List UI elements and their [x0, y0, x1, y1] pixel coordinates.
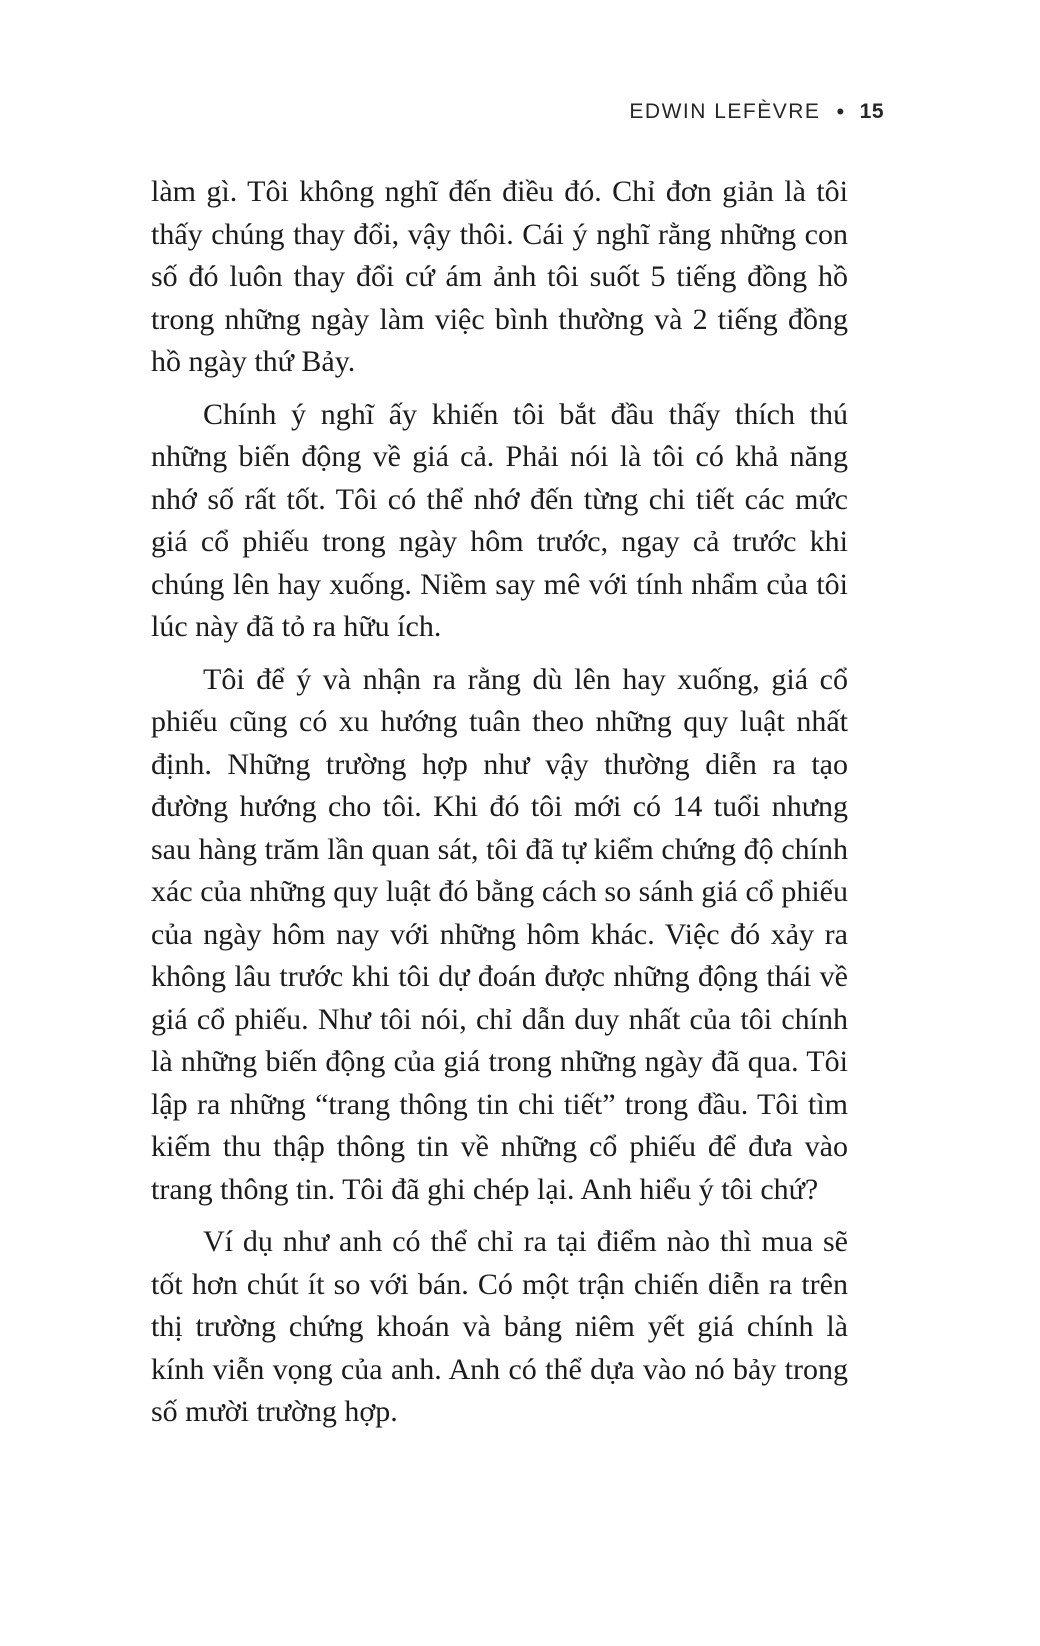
- body-text: [151, 171, 848, 1444]
- paragraph: Chính ý nghĩ ấy khiến tôi bắt đầu thấy thích thú những biến động về giá cả. Phải nói là tôi có khả năng nhớ số rất tốt. Tôi có thể nhớ đến từng chi tiết các mức giá cổ phiếu trong ngày hôm trước, ngay cả trước khi chúng lên hay xuống. Niềm say mê với tính nhẩm của tôi lúc này đã tỏ ra hữu ích.: [151, 397, 848, 643]
- running-header: [629, 100, 884, 124]
- paragraph: Ví dụ như anh có thể chỉ ra tại điểm nào thì mua sẽ tốt hơn chút ít so với bán. Có một trận chiến diễn ra trên thị trường chứng khoán và bảng niêm yết giá chính là kính viễn vọng của anh. Anh có thể dựa vào nó bảy trong số mười trường hợp.: [151, 1225, 848, 1428]
- page-number: 15: [859, 100, 884, 123]
- header-author: EDWIN LEFÈVRE: [629, 100, 821, 123]
- paragraph-continued: làm gì. Tôi không nghĩ đến điều đó. Chỉ đơn giản là tôi thấy chúng thay đổi, vậy thôi. Cái ý nghĩ rằng những con số đó luôn thay đổi cứ ám ảnh tôi suốt 5 tiếng đồng hồ trong những ngày làm việc bình thường và 2 tiếng đồng hồ ngày thứ Bảy.: [151, 175, 848, 378]
- header-separator: •: [836, 99, 846, 124]
- paragraph: Tôi để ý và nhận ra rằng dù lên hay xuống, giá cổ phiếu cũng có xu hướng tuân theo những quy luật nhất định. Những trường hợp như vậy thường diễn ra tạo đường hướng cho tôi. Khi đó tôi mới có 14 tuổi nhưng sau hàng trăm lần quan sát, tôi đã tự kiểm chứng độ chính xác của những quy luật đó bằng cách so sánh giá cổ phiếu của ngày hôm nay với những hôm khác. Việc đó xảy ra không lâu trước khi tôi dự đoán được những động thái về giá cổ phiếu. Như tôi nói, chỉ dẫn duy nhất của tôi chính là những biến động của giá trong những ngày đã qua. Tôi lập ra những “trang thông tin chi tiết” trong đầu. Tôi tìm kiếm thu thập thông tin về những cổ phiếu để đưa vào trang thông tin. Tôi đã ghi chép lại. Anh hiểu ý tôi chứ?: [151, 662, 848, 1206]
